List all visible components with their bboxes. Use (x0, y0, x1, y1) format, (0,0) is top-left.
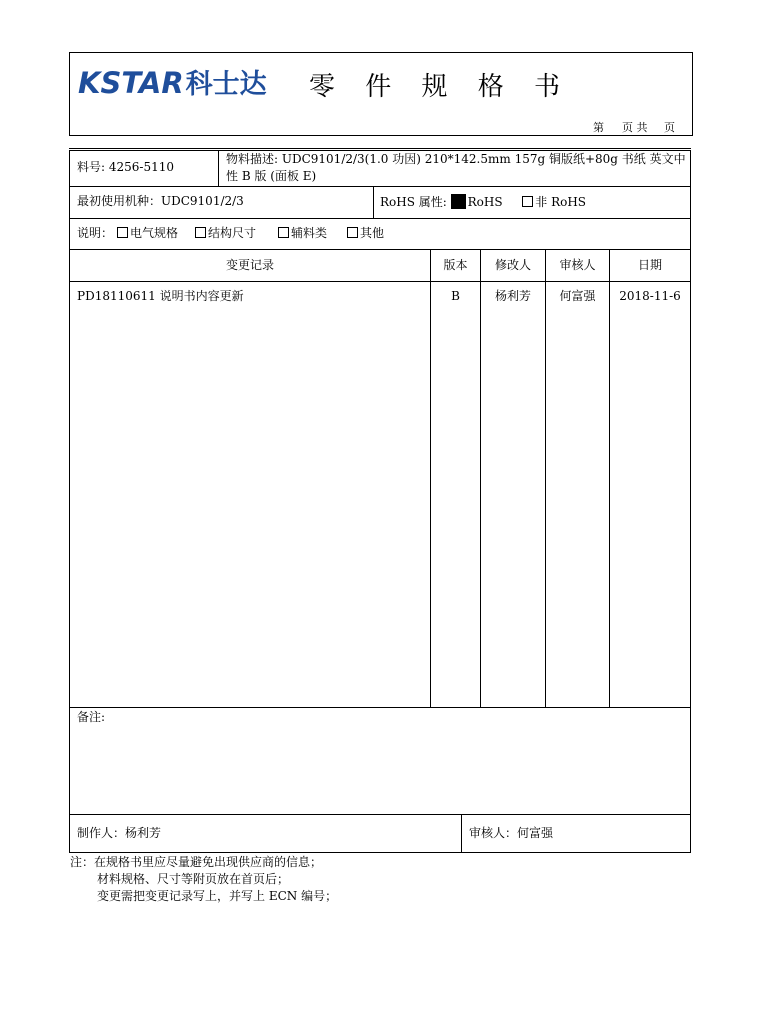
part-number: 料号: 4256-5110 (77, 160, 174, 174)
form-top-accent (69, 148, 691, 149)
header-version: 版本 (443, 258, 468, 272)
explain-option: 其他 (347, 226, 384, 241)
rohs-label: RoHS 属性: (380, 195, 447, 209)
accessories-checkbox[interactable] (278, 227, 289, 238)
divider (373, 186, 374, 218)
divider (69, 814, 691, 815)
header-change-record: 变更记录 (225, 258, 274, 272)
maker-field: 制作人：杨利芳 (77, 826, 162, 840)
page-title: 零 件 规 格 书 (309, 72, 572, 102)
divider (609, 249, 610, 707)
non-rohs-checkbox[interactable] (522, 196, 533, 207)
form-box (69, 150, 691, 853)
divider (69, 186, 691, 187)
divider (69, 707, 691, 708)
electrical-spec-checkbox[interactable] (117, 227, 128, 238)
divider (218, 150, 219, 186)
change-modifier: 杨利芳 (494, 289, 531, 303)
description-line2: 性 B 版 (面板 E) (226, 169, 317, 183)
change-reviewer: 何富强 (559, 289, 596, 303)
company-logo (78, 62, 267, 101)
description-line1: 物料描述: UDC9101/2/3(1.0 功因) 210*142.5mm 157g 铜版纸+80g 书纸 英文中 (226, 152, 686, 166)
rohs-checkbox-checked[interactable] (451, 194, 466, 209)
divider (480, 249, 481, 707)
change-date: 2018-11-6 (619, 289, 681, 303)
divider (545, 249, 546, 707)
divider (430, 249, 431, 707)
explain-label: 说明： (77, 226, 114, 240)
change-version: B (451, 289, 460, 303)
rohs-option-yes: RoHS (467, 195, 503, 209)
reviewer-field: 审核人：何富强 (469, 826, 554, 840)
divider (69, 218, 691, 219)
rohs-option-no: 非 RoHS (535, 195, 587, 209)
header-date: 日期 (637, 258, 662, 272)
structure-size-checkbox[interactable] (195, 227, 206, 238)
header-modifier: 修改人 (494, 258, 531, 272)
logo-latin: KSTAR (78, 66, 184, 100)
rohs-field (380, 194, 586, 210)
explain-option: 辅料类 (278, 226, 327, 241)
explain-option: 结构尺寸 (195, 226, 256, 241)
change-record: PD18110611 说明书内容更新 (77, 289, 244, 303)
page-label-end: 页 (664, 121, 675, 134)
divider (69, 281, 691, 282)
note-line: 变更需把变更记录写上，并写上 ECN 编号； (97, 889, 338, 903)
logo-chinese: 科士达 (185, 69, 267, 100)
page-label-di: 第 (593, 121, 604, 134)
note-line: 注：在规格书里应尽量避免出现供应商的信息； (70, 855, 323, 869)
divider (461, 814, 462, 853)
initial-model: 最初使用机种：UDC9101/2/3 (77, 194, 244, 208)
page-label-ye: 页 共 (622, 121, 648, 134)
header-reviewer: 审核人 (559, 258, 596, 272)
remarks-label: 备注: (77, 710, 106, 724)
other-checkbox[interactable] (347, 227, 358, 238)
note-line: 材料规格、尺寸等附页放在首页后； (97, 872, 290, 886)
divider (69, 249, 691, 250)
explain-option: 电气规格 (117, 226, 178, 241)
